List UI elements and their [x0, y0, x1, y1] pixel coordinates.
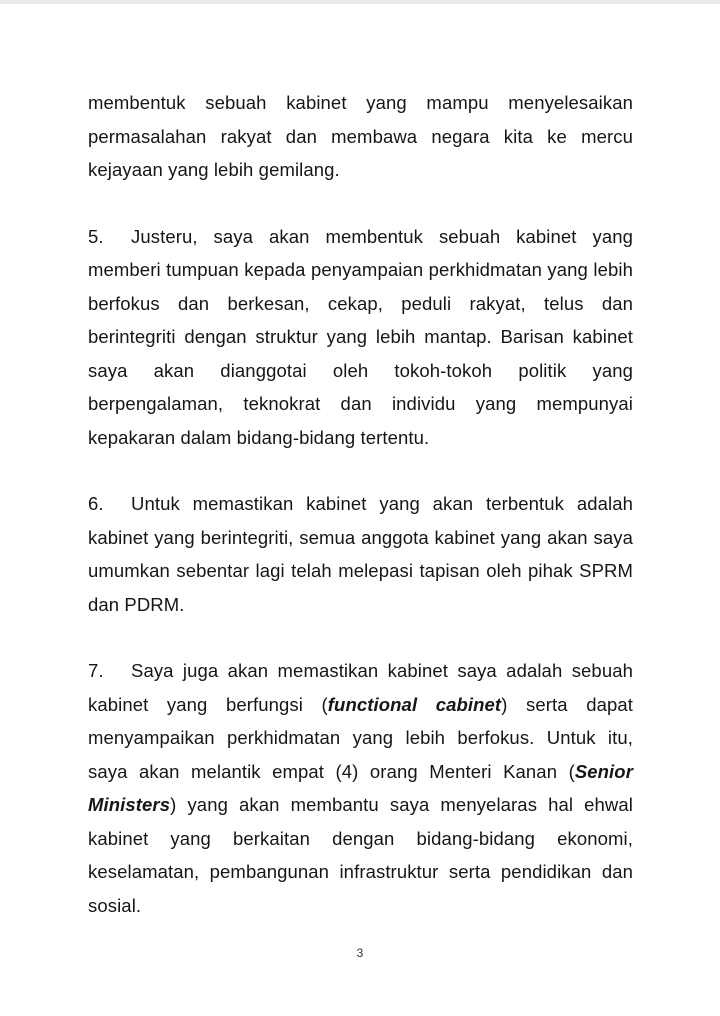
paragraph-continuation	[88, 86, 633, 187]
top-divider	[0, 0, 720, 4]
paragraph-5	[88, 220, 633, 455]
paragraph-6	[88, 487, 633, 621]
paragraph-number: 5.	[88, 225, 104, 247]
paragraph-number: 6.	[88, 493, 104, 514]
paragraph-text-part-2: ) serta dapat menyampaikan perkhidmatan yang lebih berfokus. Untuk itu, saya akan melantik empat (4) orang Menteri Kanan (	[88, 693, 633, 782]
paragraph-text: Untuk memastikan kabinet yang akan terbentuk adalah kabinet yang berintegriti, semua anggota kabinet yang akan saya umumkan sebentar lagi telah melepasi tapisan oleh pihak SPRM dan PDRM.	[88, 493, 633, 615]
paragraph-text: Justeru, saya akan membentuk sebuah kabinet yang memberi tumpuan kepada penyampaian perkhidmatan yang lebih berfokus dan berkesan, cekap, peduli rakyat, telus dan berintegriti dengan struktur yang lebih mantap. Barisan kabinet saya akan dianggotai oleh tokoh-tokoh politik yang berpengalaman, teknokrat dan individu yang mempunyai kepakaran dalam bidang-bidang tertentu.	[88, 225, 633, 448]
page-number: 3	[356, 946, 364, 960]
paragraph-text-part-3: ) yang akan membantu saya menyelaras hal ehwal kabinet yang berkaitan dengan bidang-bidang ekonomi, keselamatan, pembangunan infrastruktur serta pendidikan dan sosial.	[88, 794, 633, 916]
paragraph-text: membentuk sebuah kabinet yang mampu menyelesaikan permasalahan rakyat dan membawa negara kita ke mercu kejayaan yang lebih gemilang.	[88, 92, 633, 180]
paragraph-7	[88, 654, 633, 922]
italic-term-senior-ministers: Senior Ministers	[88, 760, 633, 815]
document-body	[88, 86, 633, 955]
paragraph-text-part-1: Saya juga akan memastikan kabinet saya adalah sebuah kabinet yang berfungsi (	[88, 660, 633, 715]
italic-term-functional-cabinet: functional cabinet	[327, 693, 502, 715]
paragraph-number: 7.	[88, 660, 104, 681]
